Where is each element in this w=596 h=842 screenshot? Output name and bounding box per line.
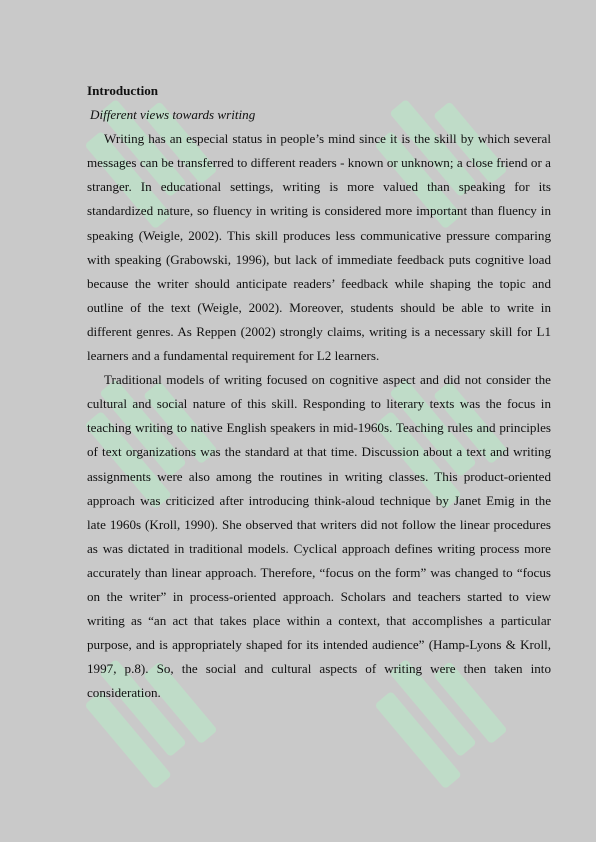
paragraph: Traditional models of writing focused on cognitive aspect and did not consider the cultural and social nature of this skill. Responding to literary texts was the focus in teaching writing to native English speakers in mid-1960s. Teaching rules and principles of text organizations was the standard at that time. Discussion about a text and writing assignments were also among the routines in writing classes. This product-oriented approach was criticized after introducing think-aloud technique by Janet Emig in the late 1960s (Kroll, 1990). She observed that writers did not follow the linear procedures as was dictated in traditional models. Cyclical approach defines writing process more accurately than linear approach. Therefore, “focus on the form” was changed to “focus on the writer” in process-oriented approach. Scholars and teachers started to view writing as “an act that takes place within a context, that accomplishes a particular purpose, and is appropriately shaped for its intended audience” (Hamp-Lyons & Kroll, 1997, p.8). So, the social and cultural aspects of writing were then taken into consideration. xyxy=(87,372,551,701)
paragraph: Writing has an especial status in people’s mind since it is the skill by which several messages can be transferred to different readers - known or unknown; a close friend or a stranger. In educational settings, writing is more valued than speaking for its standardized nature, so fluency in writing is considered more important than fluency in speaking (Weigle, 2002). This skill produces less communicative pressure comparing with speaking (Grabowski, 1996), but lack of immediate feedback puts cognitive load because the writer should anticipate readers’ feedback while shaping the topic and outline of the text (Weigle, 2002). Moreover, students should be able to write in different genres. As Reppen (2002) strongly claims, writing is a necessary skill for L1 learners and a fundamental requirement for L2 learners. xyxy=(87,131,551,364)
section-subheading: Different views towards writing xyxy=(90,107,256,123)
section-heading: Introduction xyxy=(87,83,159,98)
document-body xyxy=(87,79,551,705)
